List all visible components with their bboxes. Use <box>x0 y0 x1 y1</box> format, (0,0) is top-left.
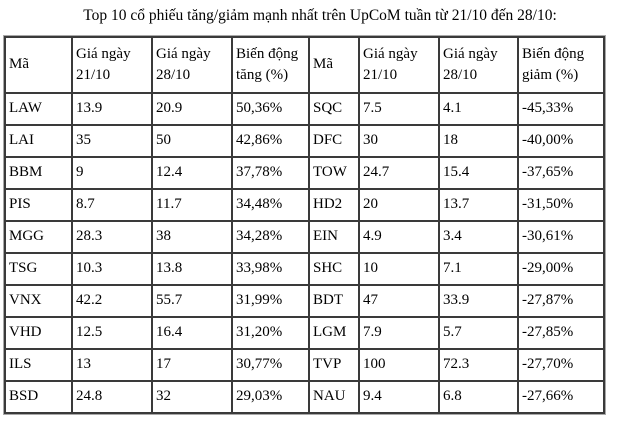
loser-price-2110-cell: 100 <box>359 349 439 381</box>
header-cell-gainer-price-2110: Giá ngày 21/10 <box>72 37 152 93</box>
gainer-price-2110-cell: 13.9 <box>72 93 152 125</box>
table-row <box>5 189 604 221</box>
gainer-ticker-cell: VNX <box>5 285 72 317</box>
header-cell-loser-code: Mã <box>309 37 359 93</box>
header-cell-loser-price-2810: Giá ngày 28/10 <box>439 37 518 93</box>
loser-price-2110-cell: 20 <box>359 189 439 221</box>
gainer-price-2110-cell: 8.7 <box>72 189 152 221</box>
gainer-change-cell: 37,78% <box>232 157 309 189</box>
gainer-price-2810-cell: 32 <box>152 381 232 413</box>
loser-price-2110-cell: 9.4 <box>359 381 439 413</box>
table-row <box>5 253 604 285</box>
gainer-price-2110-cell: 42.2 <box>72 285 152 317</box>
loser-ticker-cell: DFC <box>309 125 359 157</box>
loser-price-2110-cell: 47 <box>359 285 439 317</box>
gainer-price-2810-cell: 12.4 <box>152 157 232 189</box>
loser-change-cell: -45,33% <box>518 93 604 125</box>
stocks-table <box>4 36 605 414</box>
gainer-price-2810-cell: 20.9 <box>152 93 232 125</box>
gainer-ticker-cell: MGG <box>5 221 72 253</box>
table-row <box>5 349 604 381</box>
gainer-price-2110-cell: 35 <box>72 125 152 157</box>
loser-price-2810-cell: 7.1 <box>439 253 518 285</box>
gainer-price-2810-cell: 13.8 <box>152 253 232 285</box>
page-title: Top 10 cổ phiếu tăng/giảm mạnh nhất trên UpCoM tuần từ 21/10 đến 28/10: <box>83 7 557 24</box>
loser-change-cell: -37,65% <box>518 157 604 189</box>
loser-price-2110-cell: 4.9 <box>359 221 439 253</box>
gainer-ticker-cell: ILS <box>5 349 72 381</box>
table-row <box>5 221 604 253</box>
gainer-price-2810-cell: 38 <box>152 221 232 253</box>
gainer-change-cell: 31,99% <box>232 285 309 317</box>
loser-price-2810-cell: 3.4 <box>439 221 518 253</box>
loser-ticker-cell: EIN <box>309 221 359 253</box>
loser-change-cell: -31,50% <box>518 189 604 221</box>
gainer-ticker-cell: TSG <box>5 253 72 285</box>
loser-price-2110-cell: 30 <box>359 125 439 157</box>
gainer-change-cell: 29,03% <box>232 381 309 413</box>
loser-price-2810-cell: 33.9 <box>439 285 518 317</box>
gainer-ticker-cell: PIS <box>5 189 72 221</box>
gainer-price-2110-cell: 12.5 <box>72 317 152 349</box>
loser-ticker-cell: SHC <box>309 253 359 285</box>
loser-ticker-cell: BDT <box>309 285 359 317</box>
gainer-price-2110-cell: 10.3 <box>72 253 152 285</box>
loser-ticker-cell: HD2 <box>309 189 359 221</box>
loser-price-2810-cell: 72.3 <box>439 349 518 381</box>
loser-price-2810-cell: 15.4 <box>439 157 518 189</box>
table-body <box>5 93 604 413</box>
header-cell-loser-price-2110: Giá ngày 21/10 <box>359 37 439 93</box>
loser-change-cell: -40,00% <box>518 125 604 157</box>
gainer-price-2810-cell: 55.7 <box>152 285 232 317</box>
loser-ticker-cell: SQC <box>309 93 359 125</box>
table-row <box>5 125 604 157</box>
loser-change-cell: -30,61% <box>518 221 604 253</box>
loser-price-2810-cell: 5.7 <box>439 317 518 349</box>
header-cell-gainer-change: Biến động tăng (%) <box>232 37 309 93</box>
loser-change-cell: -27,87% <box>518 285 604 317</box>
gainer-ticker-cell: VHD <box>5 317 72 349</box>
table-row <box>5 285 604 317</box>
loser-ticker-cell: NAU <box>309 381 359 413</box>
gainer-change-cell: 33,98% <box>232 253 309 285</box>
header-cell-gainer-price-2810: Giá ngày 28/10 <box>152 37 232 93</box>
gainer-ticker-cell: LAI <box>5 125 72 157</box>
gainer-change-cell: 50,36% <box>232 93 309 125</box>
gainer-change-cell: 42,86% <box>232 125 309 157</box>
loser-ticker-cell: LGM <box>309 317 359 349</box>
gainer-price-2810-cell: 16.4 <box>152 317 232 349</box>
loser-price-2110-cell: 24.7 <box>359 157 439 189</box>
loser-ticker-cell: TVP <box>309 349 359 381</box>
gainer-change-cell: 34,48% <box>232 189 309 221</box>
header-cell-loser-change: Biến động giảm (%) <box>518 37 604 93</box>
loser-change-cell: -27,70% <box>518 349 604 381</box>
gainer-change-cell: 34,28% <box>232 221 309 253</box>
loser-change-cell: -29,00% <box>518 253 604 285</box>
table-row <box>5 157 604 189</box>
gainer-price-2810-cell: 50 <box>152 125 232 157</box>
gainer-price-2110-cell: 13 <box>72 349 152 381</box>
table-row <box>5 317 604 349</box>
loser-price-2810-cell: 6.8 <box>439 381 518 413</box>
loser-change-cell: -27,85% <box>518 317 604 349</box>
gainer-price-2110-cell: 28.3 <box>72 221 152 253</box>
loser-change-cell: -27,66% <box>518 381 604 413</box>
gainer-price-2110-cell: 24.8 <box>72 381 152 413</box>
loser-price-2110-cell: 10 <box>359 253 439 285</box>
loser-price-2110-cell: 7.9 <box>359 317 439 349</box>
header-row <box>5 37 604 93</box>
gainer-change-cell: 31,20% <box>232 317 309 349</box>
loser-price-2810-cell: 4.1 <box>439 93 518 125</box>
gainer-change-cell: 30,77% <box>232 349 309 381</box>
loser-price-2810-cell: 18 <box>439 125 518 157</box>
loser-price-2810-cell: 13.7 <box>439 189 518 221</box>
loser-price-2110-cell: 7.5 <box>359 93 439 125</box>
gainer-price-2110-cell: 9 <box>72 157 152 189</box>
table-row <box>5 381 604 413</box>
table-header <box>5 37 604 93</box>
loser-ticker-cell: TOW <box>309 157 359 189</box>
gainer-price-2810-cell: 17 <box>152 349 232 381</box>
header-cell-gainer-code: Mã <box>5 37 72 93</box>
table-row <box>5 93 604 125</box>
gainer-ticker-cell: BSD <box>5 381 72 413</box>
gainer-price-2810-cell: 11.7 <box>152 189 232 221</box>
gainer-ticker-cell: BBM <box>5 157 72 189</box>
gainer-ticker-cell: LAW <box>5 93 72 125</box>
